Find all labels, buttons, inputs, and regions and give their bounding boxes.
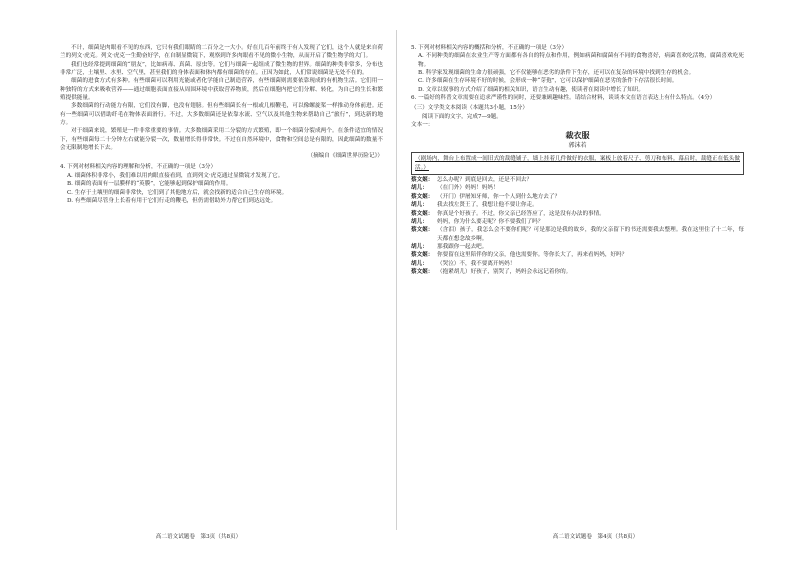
play-author: 郭沫若	[568, 142, 587, 150]
right-page	[397, 0, 794, 561]
speech: （含泪）孩子，我怎么会不要你们呢？可是那边是我的故乡，我的父亲留下的书还需要我去整理。我在这里住了十二年，每天都在想念故乡啊。	[437, 227, 744, 242]
speaker: 蔡文姬：	[411, 177, 434, 184]
dialogue-line	[411, 201, 744, 209]
dialogue-line	[411, 193, 744, 201]
question-5-stem: 5. 下列对材料相关内容的概括和分析，不正确的一项是（3分）	[411, 45, 568, 51]
speaker: 蔡文姬：	[411, 210, 434, 217]
question-5-option-b: B. 科学家发现细菌的生命力很顽强，它不仅能够在恶劣的条件下生存，还可以在复杂的环境中找到生存的机会。	[418, 70, 695, 77]
section-instruction: 阅读下面的文字，完成7—9题。	[422, 113, 502, 120]
page-footer: 高二语文试题卷 第4页（共8页）	[552, 534, 639, 540]
speech: 你真是个好孩子。不过，你父亲已经答应了，这是没有办法的事情。	[437, 210, 605, 217]
stage-direction-box	[411, 152, 744, 175]
paragraph: 多数细菌的行动能力有限，它们没有脚，也没有翅膀。但有些细菌长有一根或几根鞭毛，可以像螺旋桨一样推动身体前进。还有一些细菌可以借助纤毛在物体表面滑行。不过，大多数细菌还是依靠水流、空气以及其他生物来帮助自己“旅行”，到达新的地方。	[60, 103, 383, 127]
speaker: 蔡文姬：	[411, 227, 434, 234]
speech: 你要留在这里陪伴你的父亲，他也需要你。等你长大了，再来看妈妈，好吗？	[437, 252, 628, 259]
paragraph: 细菌的进食方式有多种。有些细菌可以利用光能或者化学能自己制造营养，有些细菌则需要依靠现成的有机物生活。它们用一种独特的方式来吸收营养——通过细胞表面直接从周围环境中获取营养物质，然后在细胞内把它们分解、转化，为自己的生长和繁殖提供能量。	[60, 78, 383, 102]
speaker: 胡儿：	[411, 243, 428, 250]
dialogue-line	[411, 226, 744, 243]
speech: （开门）伊屠知牙师，你一个人到什么地方去了？	[437, 193, 561, 200]
section-heading: （三）文学类文本阅读（本题共3小题，15分）	[411, 105, 528, 112]
question-5-option-c: C. 许多细菌在生存环境不好的时候，会形成一种“芽孢”，它可以保护细菌在恶劣的条件下存活很长时间。	[418, 78, 678, 85]
speech: 那我跟你一起去吧。	[437, 243, 488, 250]
dialogue-line	[411, 218, 744, 226]
dialogue-line	[411, 210, 744, 218]
question-4-option-d: D. 有些细菌尽管身上长着有用于它们行走的鞭毛，但仍需借助外力帮它们到达远处。	[67, 197, 277, 204]
speech: 怎么办呢？到底是回去，还是不回去？	[437, 177, 533, 184]
question-4-option-b: B. 细菌的表面有一层膜样的“英膜”，它能够起到保护细菌的作用。	[67, 181, 232, 188]
speech: （抱紧胡儿）好孩子，别哭了，妈妈会永远记着你的。	[437, 268, 572, 275]
dialogue-line	[411, 176, 744, 184]
speaker: 蔡文姬：	[411, 268, 434, 275]
question-5-option-d: D. 文章以叙事的方式介绍了细菌的相关知识，语言生动有趣，使读者在阅读中增长了知识。	[418, 86, 644, 93]
question-4-option-a: A. 细菌体积非常小，我们难以用肉眼直接看到，直到列文·虎克通过显微镜才发现了它。	[67, 172, 284, 179]
speech: 我去找左贤王了，我想让他不要让你走。	[437, 202, 538, 209]
dialogue-line	[411, 268, 744, 276]
question-4-stem: 4. 下列对材料相关内容的理解和分析，不正确的一项是（3分）	[60, 164, 217, 171]
speaker: 胡儿：	[411, 185, 428, 192]
dialogue-line	[411, 251, 744, 259]
dialogue-line	[411, 243, 744, 251]
speaker: 胡儿：	[411, 218, 428, 225]
speaker: 胡儿：	[411, 260, 428, 267]
question-6: 6. 一篇好的科普文章需要在追求严谨性的同时，还要兼顾趣味性。请结合材料，谈谈本文在语言表达上有什么特点。（4分）	[411, 95, 716, 102]
speech: （哭泣）不，我不要离开妈妈！	[437, 260, 516, 267]
page-footer: 高二语文试题卷 第3页（共8页）	[155, 534, 242, 540]
speech: （在门外）妈妈！妈妈！	[437, 185, 499, 192]
dialogue	[411, 176, 744, 276]
question-5-option-a: A. 不同种类的细菌在农业生产等方面都有各自的特点和作用，例如病菌和腐菌有不同的食物喜好，病菌喜欢吃活物，腐菌喜欢吃死物。	[418, 53, 744, 68]
stage-direction: （剧场内，舞台上布置成一间旧式的裁缝铺子，墙上挂着几件做好的衣服，案板上放着尺子、剪刀和布料。幕启时，裁缝正在低头做活。）	[415, 156, 740, 171]
dialogue-line	[411, 184, 744, 192]
speech: 妈妈，你为什么要走呢？你不要我们了吗？	[437, 218, 544, 225]
dialogue-line	[411, 260, 744, 268]
speaker: 胡儿：	[411, 202, 428, 209]
paragraph: 对于细菌来说，繁殖是一件非常重要的事情。大多数细菌采用二分裂的方式繁殖，即一个细菌分裂成两个。在条件适宜的情况下，有些细菌每二十分钟左右就能分裂一次，数量增长得非常快。不过在自然环境中，食物和空间总是有限的，因此细菌的数量不会无限制地增长下去。	[60, 128, 383, 152]
text-label: 文本一：	[411, 122, 434, 129]
speaker: 蔡文姬：	[411, 193, 434, 200]
paragraph: 不计，细菌是肉眼看不见的东西，它只有我们眼睛的二百分之一大小。好在几百年前终于有人发现了它们，这个人就是来自荷兰的列文·虎克。列文·虎克一生勤奋好学，在自制显微镜下，观察到许多肉眼看不见的微小生物，从而开启了微生物学的大门。	[60, 45, 383, 60]
play-title: 裁衣服	[565, 130, 590, 141]
paragraph: 我们也经常提到细菌的“朋友”，比如病毒、真菌、原虫等。它们与细菌一起组成了微生物的世界。细菌的种类非常多，分布也非常广泛，土壤里、水里、空气里，甚至我们的身体表面和体内都有细菌的存在。正因为如此，人们常说细菌是无处不在的。	[60, 61, 383, 77]
source-citation: （摘编自《细菌世界历险记》）	[307, 153, 383, 160]
speaker: 蔡文姬：	[411, 252, 434, 259]
question-4-option-c: C. 生存于土壤里的细菌非常快，它们到了其他地方后，就会找新的适合自己生存的环境。	[67, 189, 288, 196]
